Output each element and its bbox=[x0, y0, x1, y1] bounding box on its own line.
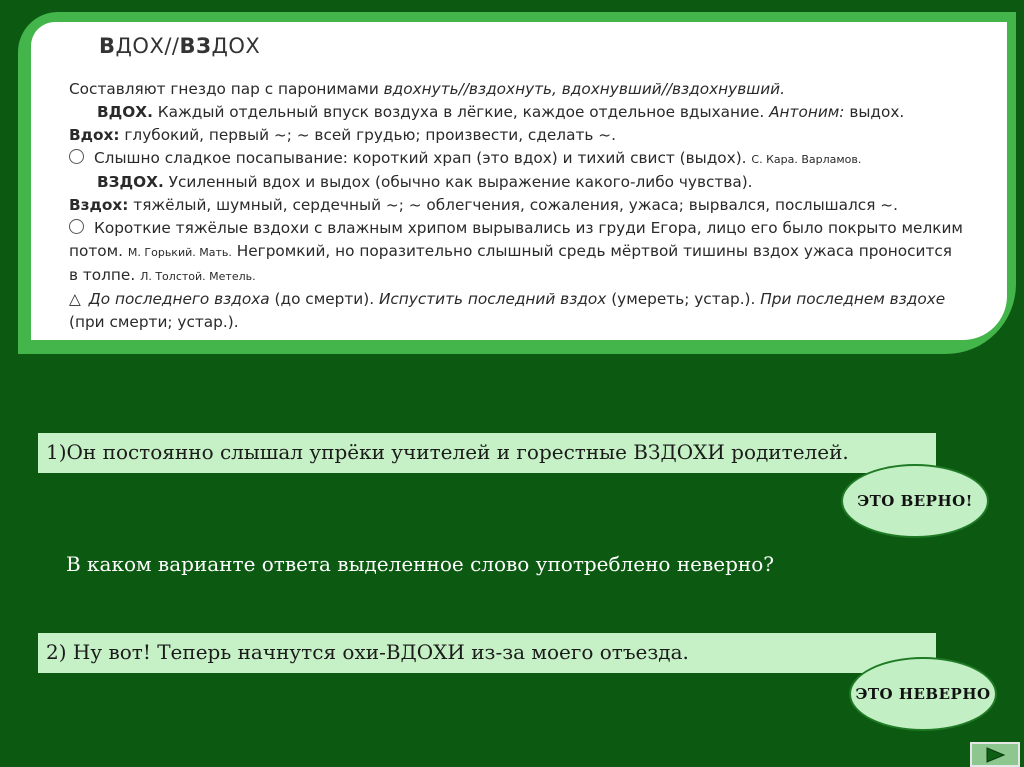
vzdoh-example-2b: в толпе. Л. Толстой. Метель. bbox=[69, 266, 256, 284]
answer-option-1[interactable]: 1)Он постоянно слышал упрёки учителей и горестные ВЗДОХИ родителей. bbox=[38, 433, 936, 473]
vzdoh-collocations: Вздох: тяжёлый, шумный, сердечный ~; ~ облегчения, сожаления, ужаса; вырвался, послышался ~. bbox=[69, 196, 898, 214]
answer-option-2[interactable]: 2) Ну вот! Теперь начнутся охи-ВДОХИ из-за моего отъезда. bbox=[38, 633, 936, 673]
vdoh-example: Слышно сладкое посапывание: короткий храп (это вдох) и тихий свист (выдох). С. Кара. Варламов. bbox=[69, 147, 993, 171]
vdoh-collocations: Вдох: глубокий, первый ~; ~ всей грудью; произвести, сделать ~. bbox=[69, 126, 616, 144]
triangle-icon: △ bbox=[69, 290, 81, 308]
verdict-correct-badge: ЭТО ВЕРНО! bbox=[841, 464, 989, 538]
intro-line: Составляют гнездо пар с паронимами вдохнуть//вздохнуть, вдохнувший//вздохнувший. bbox=[69, 80, 785, 98]
vzdoh-definition: ВЗДОХ. Усиленный вдох и выдох (обычно как выражение какого-либо чувства). bbox=[97, 173, 753, 191]
circle-icon bbox=[69, 219, 84, 234]
idioms-line-2: (при смерти; устар.). bbox=[69, 313, 239, 331]
play-arrow-icon bbox=[984, 747, 1006, 763]
question-text: В каком варианте ответа выделенное слово употреблено неверно? bbox=[66, 552, 774, 576]
vzdoh-example-1: Короткие тяжёлые вздохи с влажным хрипом вырывались из груди Егора, лицо его было покрыто мелким bbox=[69, 217, 993, 240]
next-slide-button[interactable] bbox=[970, 742, 1020, 767]
verdict-incorrect-badge: ЭТО НЕВЕРНО bbox=[849, 657, 997, 731]
circle-icon bbox=[69, 149, 84, 164]
dictionary-card bbox=[31, 22, 1007, 340]
idioms-line: △ До последнего вздоха (до смерти). Испустить последний вздох (умереть; устар.). При последнем вздохе bbox=[69, 288, 993, 311]
vzdoh-example-1b: потом. М. Горький. Мать. Негромкий, но поразительно слышный средь мёртвой тишины вздох ужаса проносится bbox=[69, 242, 953, 260]
vdoh-definition: ВДОХ. Каждый отдельный впуск воздуха в лёгкие, каждое отдельное вдыхание. Антоним: выдох. bbox=[97, 103, 905, 121]
card-title: ВДОХ//ВЗДОХ bbox=[99, 34, 261, 58]
